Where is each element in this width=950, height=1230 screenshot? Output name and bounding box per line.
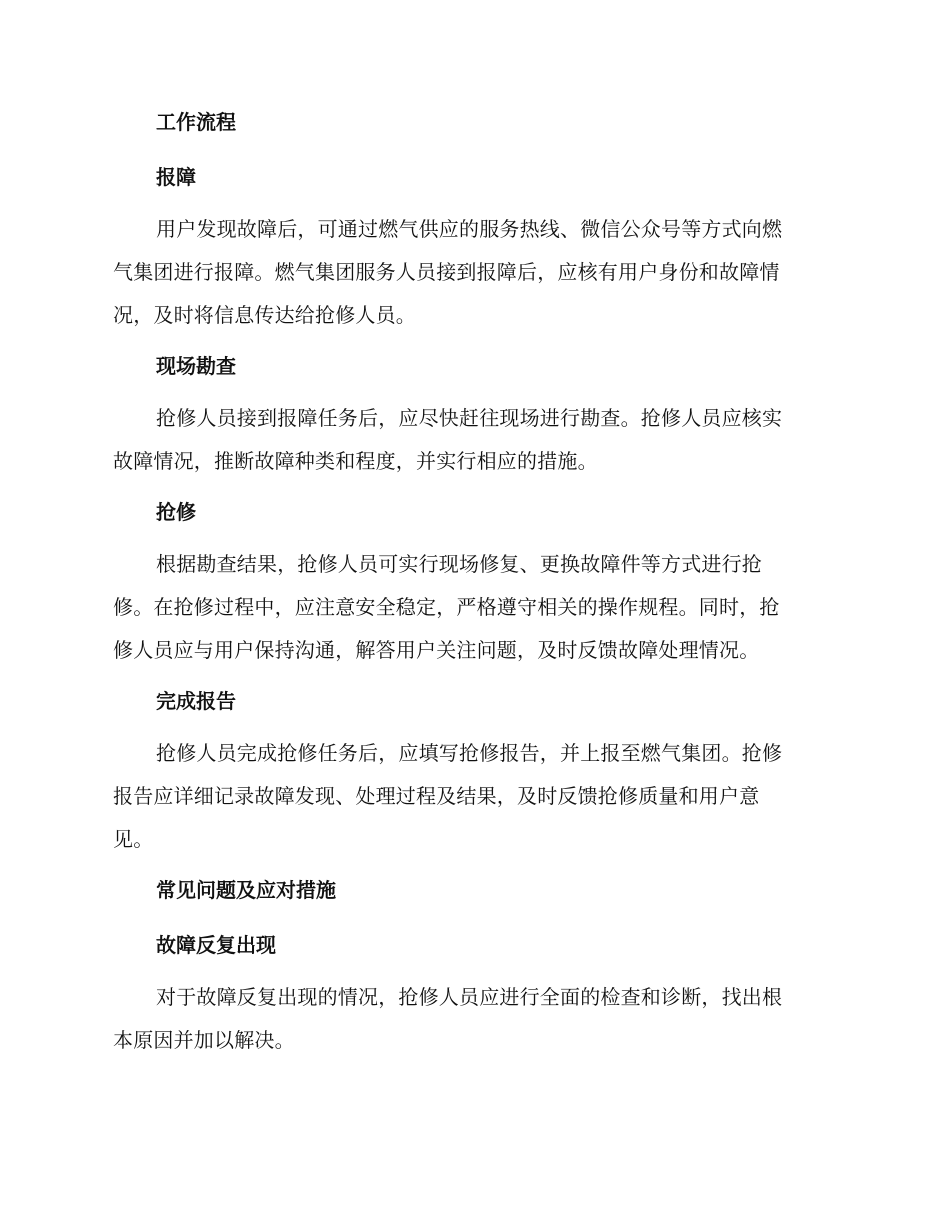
paragraph-line: 气集团进行报障。燃气集团服务人员接到报障后，应核有用户身份和故障情: [113, 260, 780, 284]
paragraph-line: 修人员应与用户保持沟通，解答用户关注问题，及时反馈故障处理情况。: [113, 638, 760, 662]
section-heading-completion-report: 完成报告: [156, 689, 236, 713]
section-heading-workflow: 工作流程: [156, 110, 236, 134]
paragraph-line: 用户发现故障后，可通过燃气供应的服务热线、微信公众号等方式向燃: [156, 217, 783, 241]
paragraph-recurring-fault: [113, 976, 831, 1062]
paragraph-site-survey: [113, 397, 831, 483]
section-heading-repair: 抢修: [156, 500, 196, 524]
paragraph-line: 根据勘查结果，抢修人员可实行现场修复、更换故障件等方式进行抢: [156, 552, 762, 576]
paragraph-line: 对于故障反复出现的情况，抢修人员应进行全面的检查和诊断，找出根: [156, 985, 783, 1009]
section-heading-common-issues: 常见问题及应对措施: [156, 878, 336, 902]
paragraph-line: 故障情况，推断故障种类和程度，并实行相应的措施。: [113, 449, 598, 473]
paragraph-line: 修。在抢修过程中，应注意安全稳定，严格遵守相关的操作规程。同时，抢: [113, 595, 780, 619]
paragraph-report-fault: [113, 208, 831, 337]
paragraph-repair: [113, 543, 831, 672]
paragraph-line: 本原因并加以解决。: [113, 1028, 295, 1052]
section-heading-report-fault: 报障: [156, 165, 196, 189]
section-heading-recurring-fault: 故障反复出现: [156, 933, 276, 957]
section-heading-site-survey: 现场勘查: [156, 354, 236, 378]
paragraph-line: 报告应详细记录故障发现、处理过程及结果，及时反馈抢修质量和用户意: [113, 784, 760, 808]
paragraph-completion-report: [113, 732, 831, 861]
document-body: [113, 107, 831, 1076]
paragraph-line: 抢修人员完成抢修任务后，应填写抢修报告，并上报至燃气集团。抢修: [156, 741, 783, 765]
paragraph-line: 见。: [113, 827, 154, 851]
paragraph-line: 抢修人员接到报障任务后，应尽快赶往现场进行勘查。抢修人员应核实: [156, 406, 783, 430]
paragraph-line: 况，及时将信息传达给抢修人员。: [113, 303, 416, 327]
